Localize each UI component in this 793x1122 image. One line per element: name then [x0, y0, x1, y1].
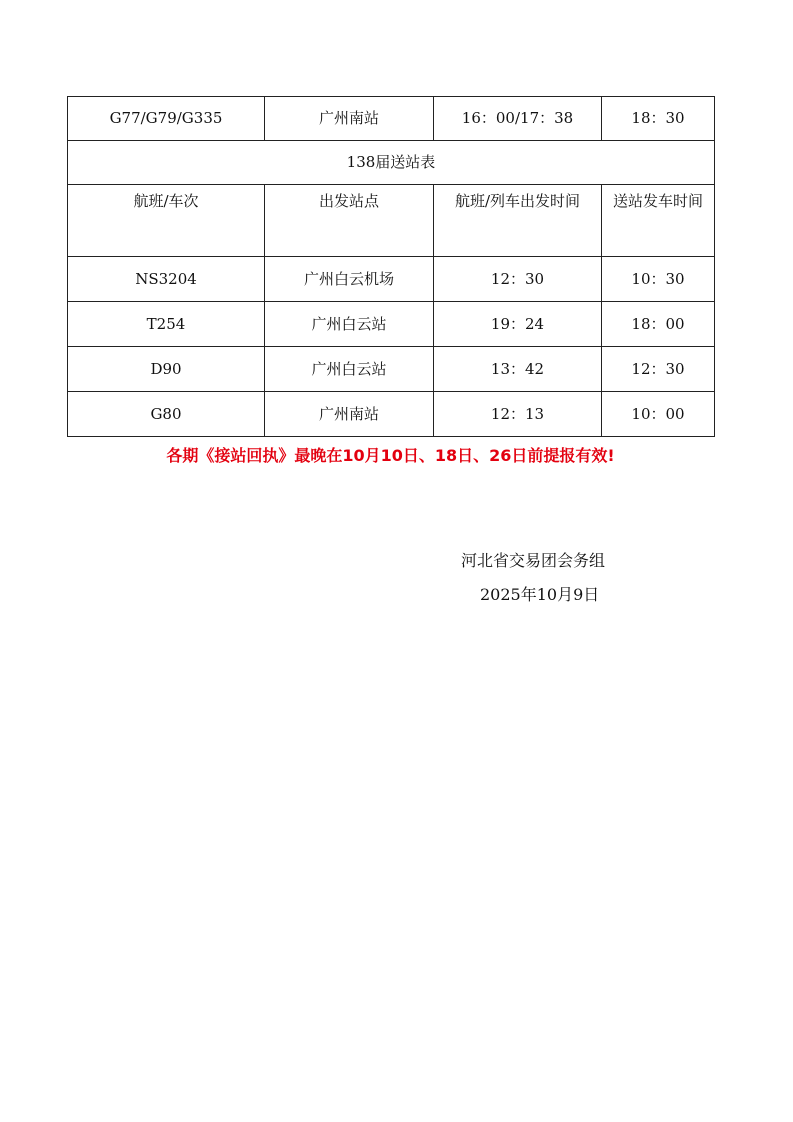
train-number-cell: D90 — [68, 347, 265, 392]
table-row — [68, 302, 715, 347]
pickup-time-cell: 18：00 — [602, 302, 715, 347]
departure-time-cell: 12：30 — [434, 257, 602, 302]
train-number-cell: G77/G79/G335 — [68, 97, 265, 141]
station-cell: 广州白云机场 — [265, 257, 434, 302]
table-row — [68, 392, 715, 437]
station-cell: 广州白云站 — [265, 347, 434, 392]
section-title-row — [68, 141, 715, 185]
schedule-table — [67, 96, 715, 437]
header-departure-station: 出发站点 — [265, 185, 434, 257]
station-cell: 广州白云站 — [265, 302, 434, 347]
departure-time-cell: 13：42 — [434, 347, 602, 392]
deadline-notice: 各期《接站回执》最晚在10月10日、18日、26日前提报有效! — [166, 446, 615, 465]
header-flight-train: 航班/车次 — [68, 185, 265, 257]
pickup-time-cell: 18：30 — [602, 97, 715, 141]
pickup-time-cell: 10：30 — [602, 257, 715, 302]
signature-organization: 河北省交易团会务组 — [461, 551, 606, 570]
train-number-cell: T254 — [68, 302, 265, 347]
signature-date: 2025年10月9日 — [480, 585, 600, 604]
table-row — [68, 347, 715, 392]
section-title: 138届送站表 — [68, 141, 715, 185]
pickup-time-cell: 10：00 — [602, 392, 715, 437]
header-row — [68, 185, 715, 257]
header-departure-time: 航班/列车出发时间 — [434, 185, 602, 257]
departure-time-cell: 12：13 — [434, 392, 602, 437]
pickup-time-cell: 12：30 — [602, 347, 715, 392]
departure-time-cell: 16：00/17：38 — [434, 97, 602, 141]
station-cell: 广州南站 — [265, 392, 434, 437]
header-pickup-time: 送站发车时间 — [602, 185, 715, 257]
train-number-cell: G80 — [68, 392, 265, 437]
table-row — [68, 257, 715, 302]
train-number-cell: NS3204 — [68, 257, 265, 302]
table-row — [68, 97, 715, 141]
departure-time-cell: 19：24 — [434, 302, 602, 347]
station-cell: 广州南站 — [265, 97, 434, 141]
